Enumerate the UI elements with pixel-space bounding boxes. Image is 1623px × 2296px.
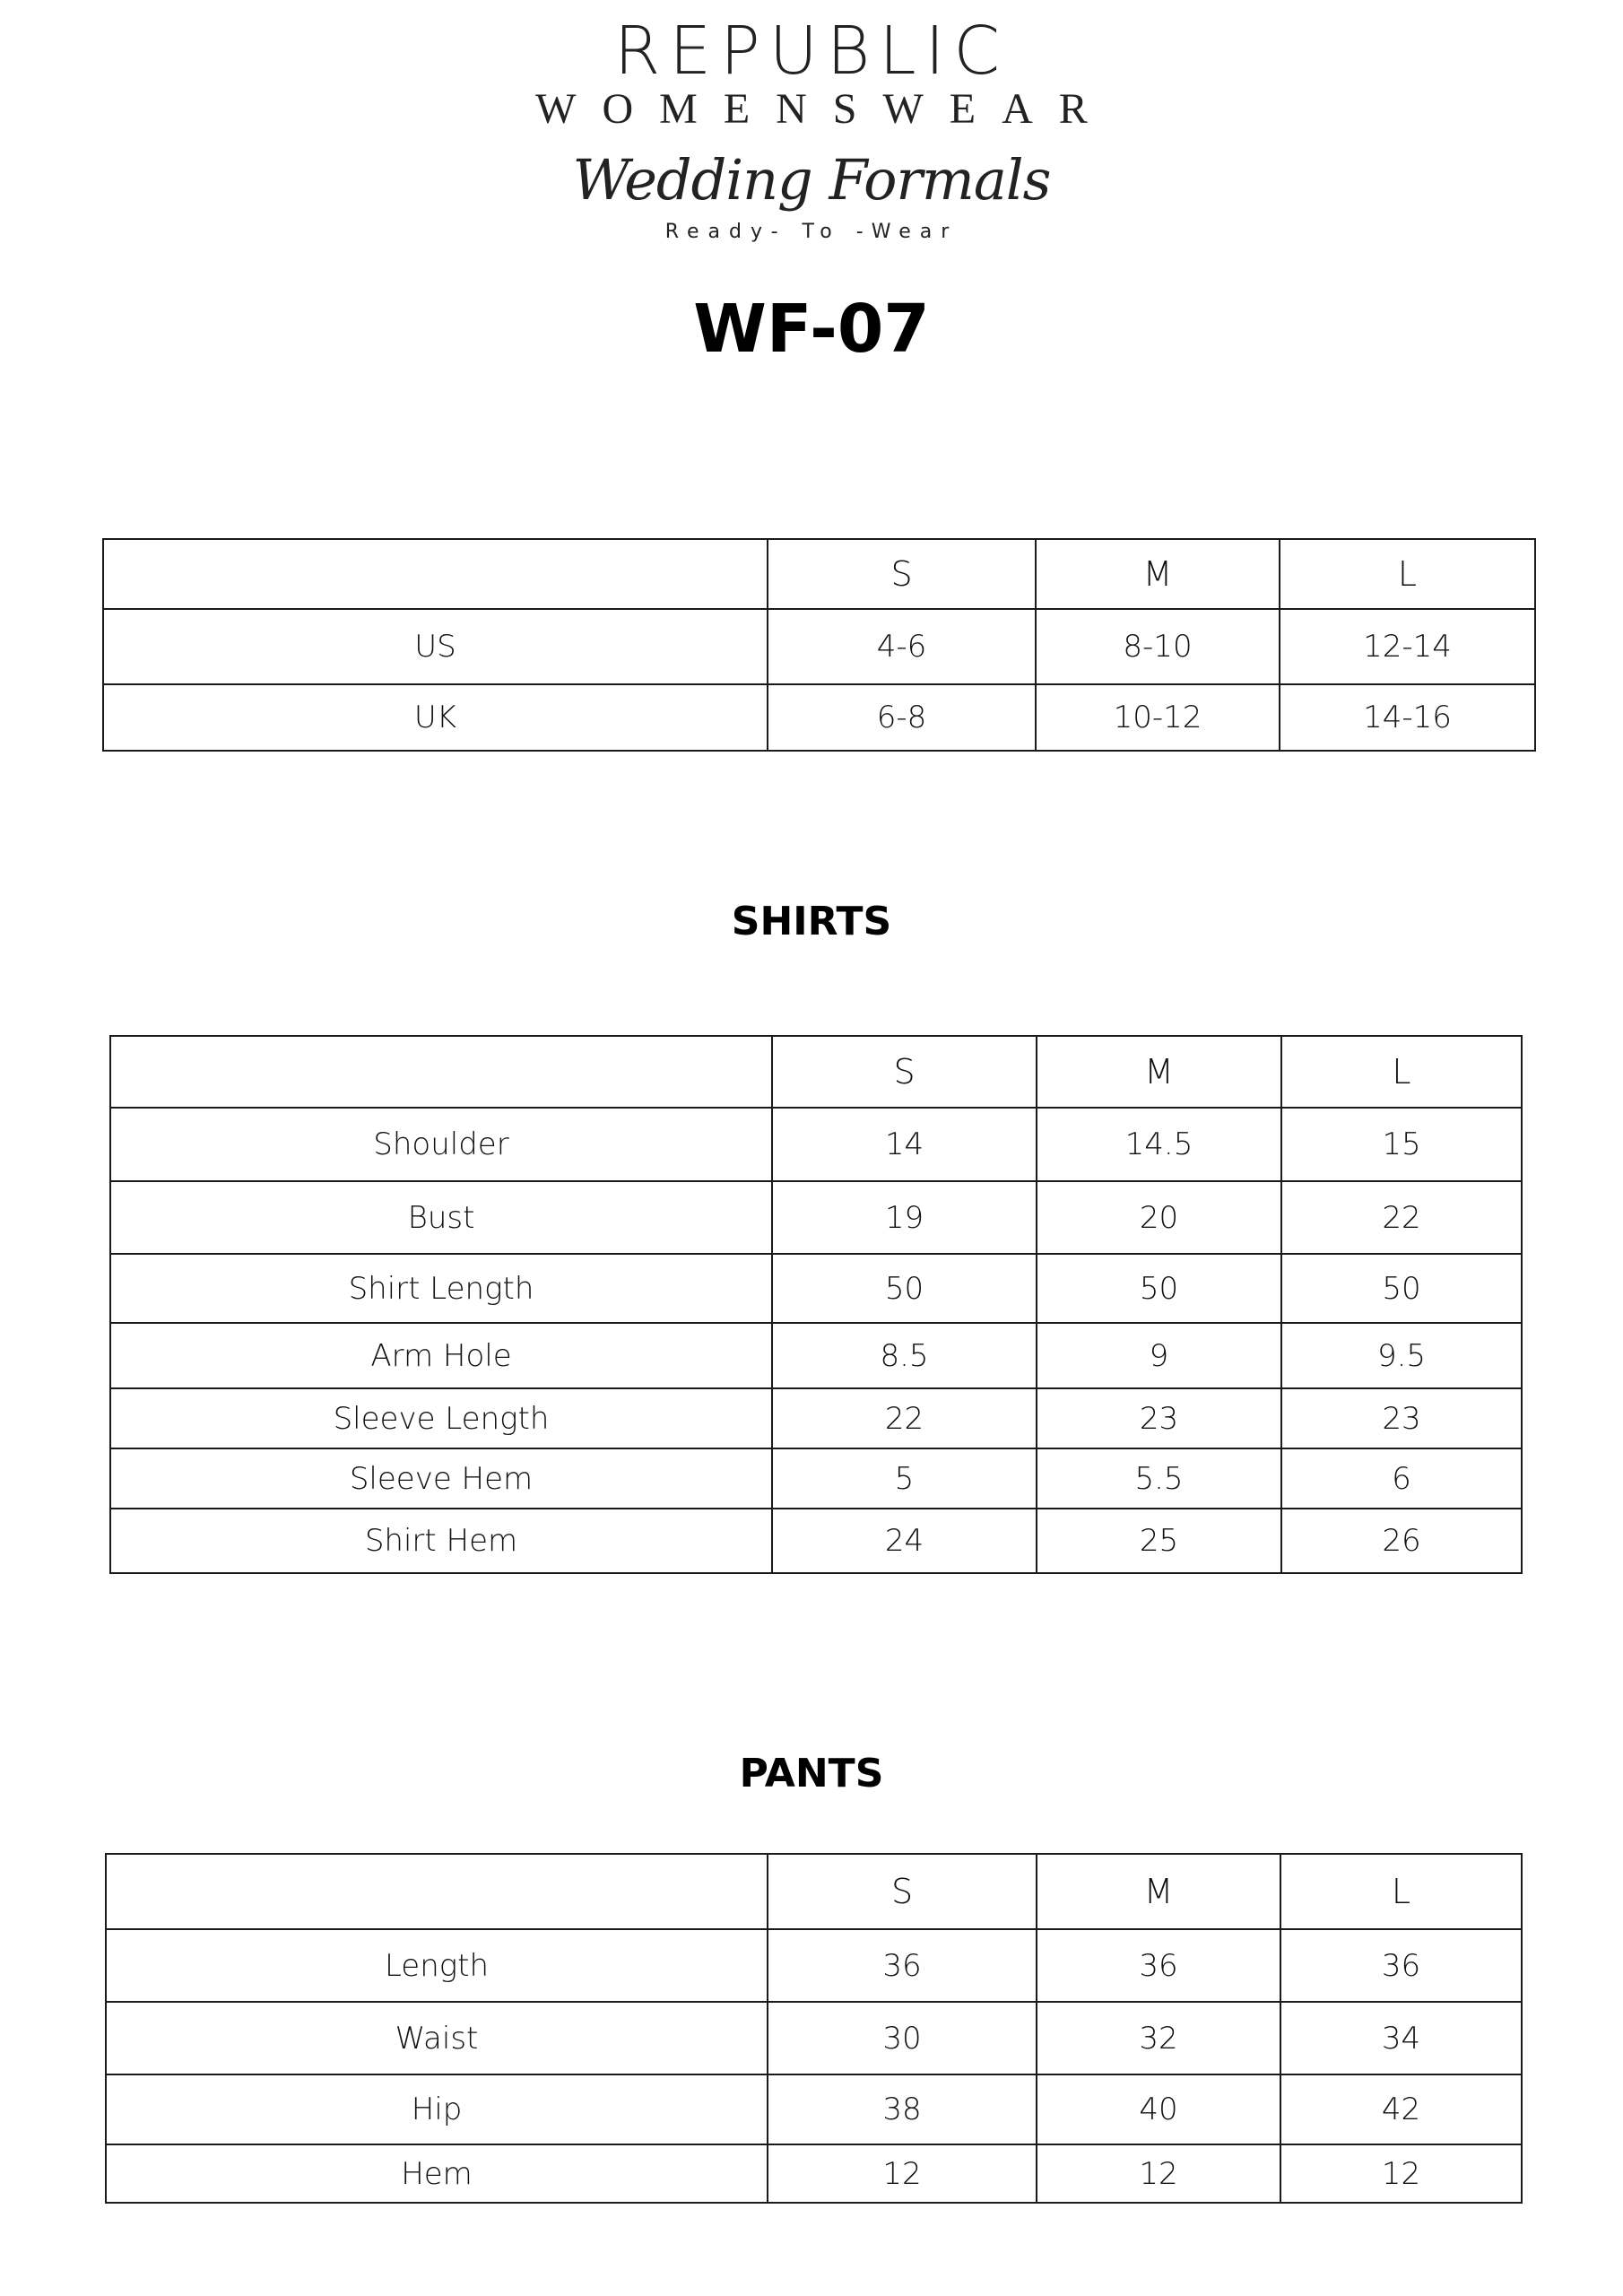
header-cell-s: S	[768, 1854, 1037, 1929]
cell-l: 50	[1281, 1254, 1522, 1323]
table-row	[106, 2144, 1522, 2203]
table-row	[110, 1181, 1522, 1254]
cell-l: 23	[1281, 1388, 1522, 1448]
table-row	[103, 609, 1535, 684]
cell-m: 40	[1037, 2074, 1280, 2144]
row-label: Waist	[106, 2002, 768, 2074]
section-title-shirts: SHIRTS	[731, 899, 892, 944]
cell-m: 5.5	[1037, 1448, 1281, 1509]
cell-l: 42	[1280, 2074, 1522, 2144]
cell-m: 10-12	[1036, 684, 1280, 751]
table-row	[110, 1509, 1522, 1573]
product-code: WF-07	[693, 291, 930, 368]
row-label: Sleeve Hem	[110, 1448, 772, 1509]
header-cell-m: M	[1036, 539, 1280, 609]
pants-measurement-table	[105, 1853, 1523, 2204]
row-label: Shirt Hem	[110, 1509, 772, 1573]
cell-l: 12-14	[1280, 609, 1535, 684]
cell-s: 4-6	[768, 609, 1036, 684]
cell-l: 9.5	[1281, 1323, 1522, 1388]
header-cell-empty	[106, 1854, 768, 1929]
table-row	[103, 684, 1535, 751]
shirts-measurement-table	[109, 1035, 1523, 1574]
header-cell-m: M	[1037, 1854, 1280, 1929]
row-label: Shirt Length	[110, 1254, 772, 1323]
header-cell-l: L	[1280, 1854, 1522, 1929]
header-cell-m: M	[1037, 1036, 1281, 1108]
cell-l: 6	[1281, 1448, 1522, 1509]
cell-m: 50	[1037, 1254, 1281, 1323]
cell-l: 36	[1280, 1929, 1522, 2002]
header-cell-s: S	[772, 1036, 1037, 1108]
row-label: Hem	[106, 2144, 768, 2203]
cell-s: 8.5	[772, 1323, 1037, 1388]
table-row	[106, 2074, 1522, 2144]
brand-logo-title: REPUBLIC	[613, 13, 1010, 90]
table-header-row	[106, 1854, 1522, 1929]
cell-s: 19	[772, 1181, 1037, 1254]
header-cell-empty	[103, 539, 768, 609]
cell-m: 20	[1037, 1181, 1281, 1254]
cell-s: 50	[772, 1254, 1037, 1323]
collection-name: Wedding Formals	[572, 147, 1051, 213]
collection-tagline: Ready- To -Wear	[664, 221, 959, 243]
cell-m: 14.5	[1037, 1108, 1281, 1181]
row-label: Shoulder	[110, 1108, 772, 1181]
row-label: UK	[103, 684, 768, 751]
header-cell-empty	[110, 1036, 772, 1108]
table-row	[110, 1108, 1522, 1181]
table-header-row	[103, 539, 1535, 609]
cell-s: 6-8	[768, 684, 1036, 751]
cell-m: 12	[1037, 2144, 1280, 2203]
cell-s: 22	[772, 1388, 1037, 1448]
row-label: Arm Hole	[110, 1323, 772, 1388]
row-label: Bust	[110, 1181, 772, 1254]
cell-l: 12	[1280, 2144, 1522, 2203]
cell-s: 5	[772, 1448, 1037, 1509]
table-row	[110, 1323, 1522, 1388]
table-row	[110, 1388, 1522, 1448]
cell-s: 24	[772, 1509, 1037, 1573]
cell-l: 22	[1281, 1181, 1522, 1254]
row-label: Sleeve Length	[110, 1388, 772, 1448]
header-cell-s: S	[768, 539, 1036, 609]
brand-logo-subtitle: WOMENSWEAR	[535, 85, 1114, 133]
header-cell-l: L	[1280, 539, 1535, 609]
section-title-pants: PANTS	[739, 1751, 884, 1796]
cell-s: 36	[768, 1929, 1037, 2002]
cell-l: 26	[1281, 1509, 1522, 1573]
cell-m: 32	[1037, 2002, 1280, 2074]
table-row	[110, 1254, 1522, 1323]
cell-l: 15	[1281, 1108, 1522, 1181]
cell-s: 12	[768, 2144, 1037, 2203]
cell-m: 8-10	[1036, 609, 1280, 684]
table-row	[110, 1448, 1522, 1509]
cell-s: 38	[768, 2074, 1037, 2144]
cell-s: 14	[772, 1108, 1037, 1181]
cell-m: 23	[1037, 1388, 1281, 1448]
cell-l: 14-16	[1280, 684, 1535, 751]
row-label: US	[103, 609, 768, 684]
row-label: Length	[106, 1929, 768, 2002]
row-label: Hip	[106, 2074, 768, 2144]
table-header-row	[110, 1036, 1522, 1108]
table-row	[106, 2002, 1522, 2074]
header-cell-l: L	[1281, 1036, 1522, 1108]
cell-m: 9	[1037, 1323, 1281, 1388]
size-conversion-table	[102, 538, 1536, 752]
table-row	[106, 1929, 1522, 2002]
cell-m: 36	[1037, 1929, 1280, 2002]
cell-l: 34	[1280, 2002, 1522, 2074]
cell-s: 30	[768, 2002, 1037, 2074]
cell-m: 25	[1037, 1509, 1281, 1573]
